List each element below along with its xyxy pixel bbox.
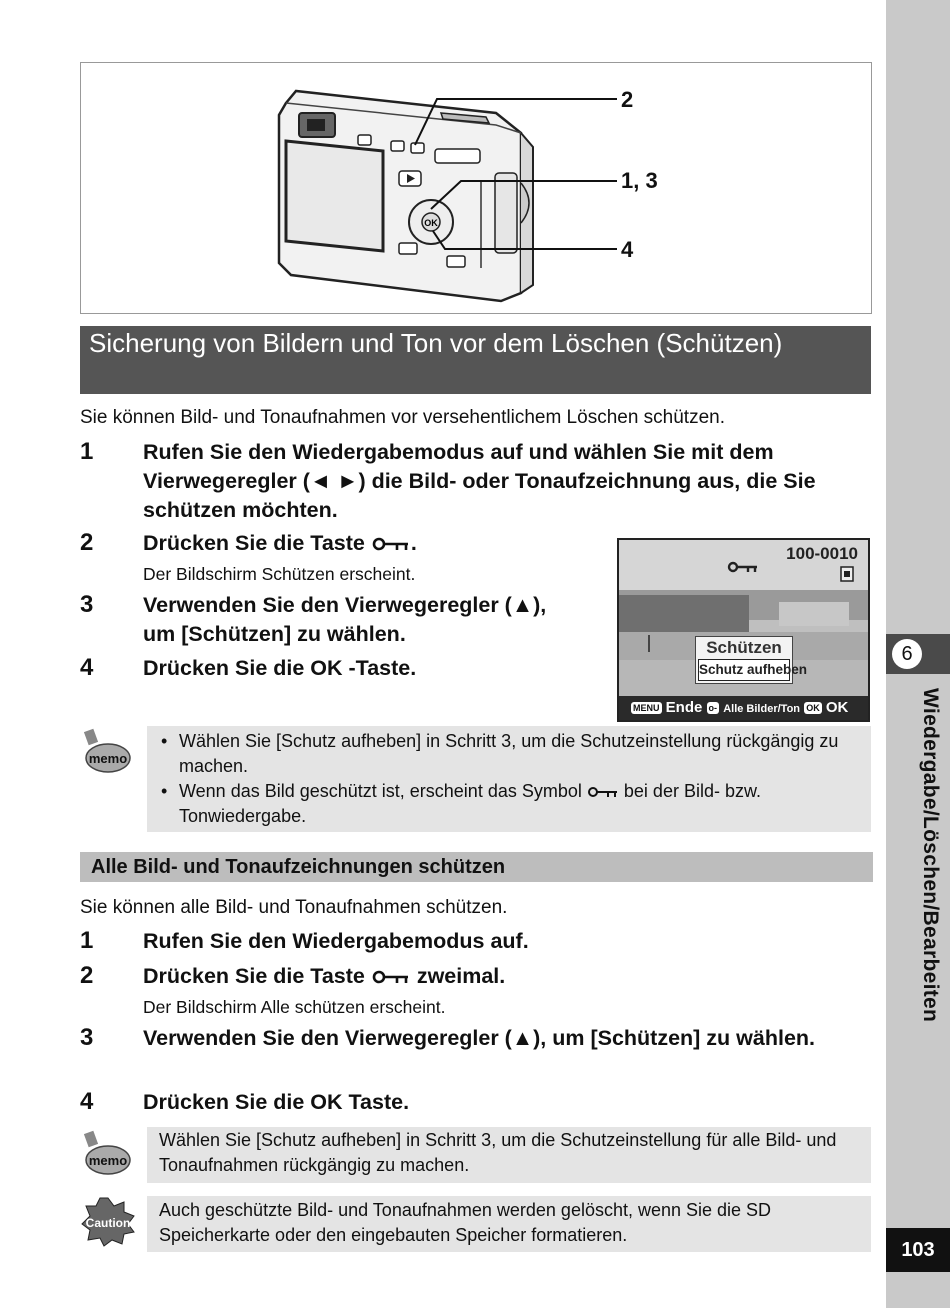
ok-label: OK [825, 699, 849, 716]
step-text-part: zweimal. [416, 964, 506, 988]
step-number: 4 [80, 654, 94, 681]
menu-option-protect[interactable]: Schützen [706, 638, 782, 657]
step-text: Verwenden Sie den Vierwegeregler (▲), um [Schützen] zu wählen. [143, 1026, 816, 1050]
callout-label: 1, 3 [621, 168, 658, 193]
step-text: Rufen Sie den Wiedergabemodus auf und wählen Sie mit dem Vierwegeregler (◄ ►) die Bild- oder Tonaufzeichnung aus, die Sie schützen möchten. [143, 440, 816, 522]
chapter-number: 6 [892, 639, 922, 669]
memo-text-part: Wenn das Bild geschützt ist, erscheint das Symbol [179, 781, 582, 801]
step-subtext: Der Bildschirm Schützen erscheint. [143, 564, 416, 584]
step-number: 2 [80, 529, 94, 556]
step-text-part: . [410, 531, 417, 555]
memo-icon [80, 1130, 132, 1178]
step-number: 3 [80, 591, 94, 618]
protect-key-icon [371, 969, 411, 985]
memo-item: • Wählen Sie [Schutz aufheben] in Schritt 3, um die Schutzeinstellung rückgängig zu machen. [161, 729, 871, 779]
step-number: 2 [80, 962, 94, 989]
step-number: 4 [80, 1088, 94, 1115]
end-label: Ende [665, 699, 703, 716]
file-number: 100-0010 [786, 544, 858, 563]
protect-key-icon [727, 560, 759, 574]
step-number: 1 [80, 927, 94, 954]
page-number: 103 [886, 1228, 950, 1272]
memo-list [147, 726, 871, 829]
step-number: 3 [80, 1024, 94, 1051]
step-text: Verwenden Sie den Vierwegeregler (▲), um [Schützen] zu wählen. [143, 593, 547, 646]
caution-icon-label: Caution [85, 1216, 131, 1230]
lcd-screen [617, 538, 870, 722]
subsection-heading [80, 852, 873, 882]
memo-box [147, 726, 871, 832]
step-text [143, 529, 593, 558]
callout-label: 2 [621, 87, 634, 112]
menu-option-unprotect[interactable]: Schutz aufheben [698, 659, 790, 681]
protect-key-icon [587, 786, 619, 799]
caution-icon [80, 1196, 136, 1246]
step-text-part: Drücken Sie die Taste [143, 964, 365, 988]
memo-item [161, 779, 871, 829]
protect-key-icon [371, 536, 411, 552]
step-text-part: Drücken Sie die Taste [143, 531, 365, 555]
section-intro: Sie können alle Bild- und Tonaufnahmen schützen. [80, 897, 508, 918]
step-subtext: Der Bildschirm Alle schützen erscheint. [143, 997, 446, 1017]
ok-button-chip: OK [806, 703, 820, 714]
memo-icon [80, 728, 132, 776]
protect-menu [695, 636, 808, 684]
caution-text: Auch geschützte Bild- und Tonaufnahmen werden gelöscht, wenn Sie die SD Speicherkarte oder den eingebauten Speicher formatieren. [159, 1200, 772, 1245]
step-text: Drücken Sie die OK -Taste. [143, 656, 417, 680]
step-text: Rufen Sie den Wiedergabemodus auf. [143, 929, 529, 953]
protect-button-chip: o- [708, 703, 718, 714]
memo-text-part: bei der Bild- bzw. Tonwiedergabe. [179, 781, 761, 826]
camera-illustration [81, 63, 871, 313]
camera-figure [80, 62, 872, 314]
memo-icon-label: memo [88, 1153, 128, 1168]
chapter-title: Wiedergabe/Löschen/Bearbeiten [919, 688, 942, 1023]
memo-icon-label: memo [88, 751, 128, 766]
memo-text: Wählen Sie [Schutz aufheben] in Schritt 3, um die Schutzeinstellung für alle Bild- und Tonaufnahmen rückgängig zu machen. [159, 1130, 837, 1175]
caution-box [147, 1196, 871, 1252]
memory-card-icon [840, 566, 854, 582]
lcd-button-bar [619, 696, 868, 720]
callout-label: 4 [621, 237, 634, 262]
all-images-label: Alle Bilder/Ton [723, 703, 801, 715]
step-text [143, 962, 843, 991]
section-heading [80, 326, 871, 394]
subsection-title: Alle Bild- und Tonaufzeichnungen schützen [91, 856, 506, 878]
step-text: Drücken Sie die OK Taste. [143, 1090, 410, 1114]
memo-box [147, 1127, 871, 1183]
menu-button-chip: MENU [633, 703, 660, 714]
step-number: 1 [80, 438, 94, 465]
svg-text:OK: OK [424, 218, 438, 228]
chapter-badge [886, 634, 950, 674]
section-title: Sicherung von Bildern und Ton vor dem Löschen (Schützen) [89, 328, 783, 358]
section-intro: Sie können Bild- und Tonaufnahmen vor versehentlichem Löschen schützen. [80, 407, 725, 428]
